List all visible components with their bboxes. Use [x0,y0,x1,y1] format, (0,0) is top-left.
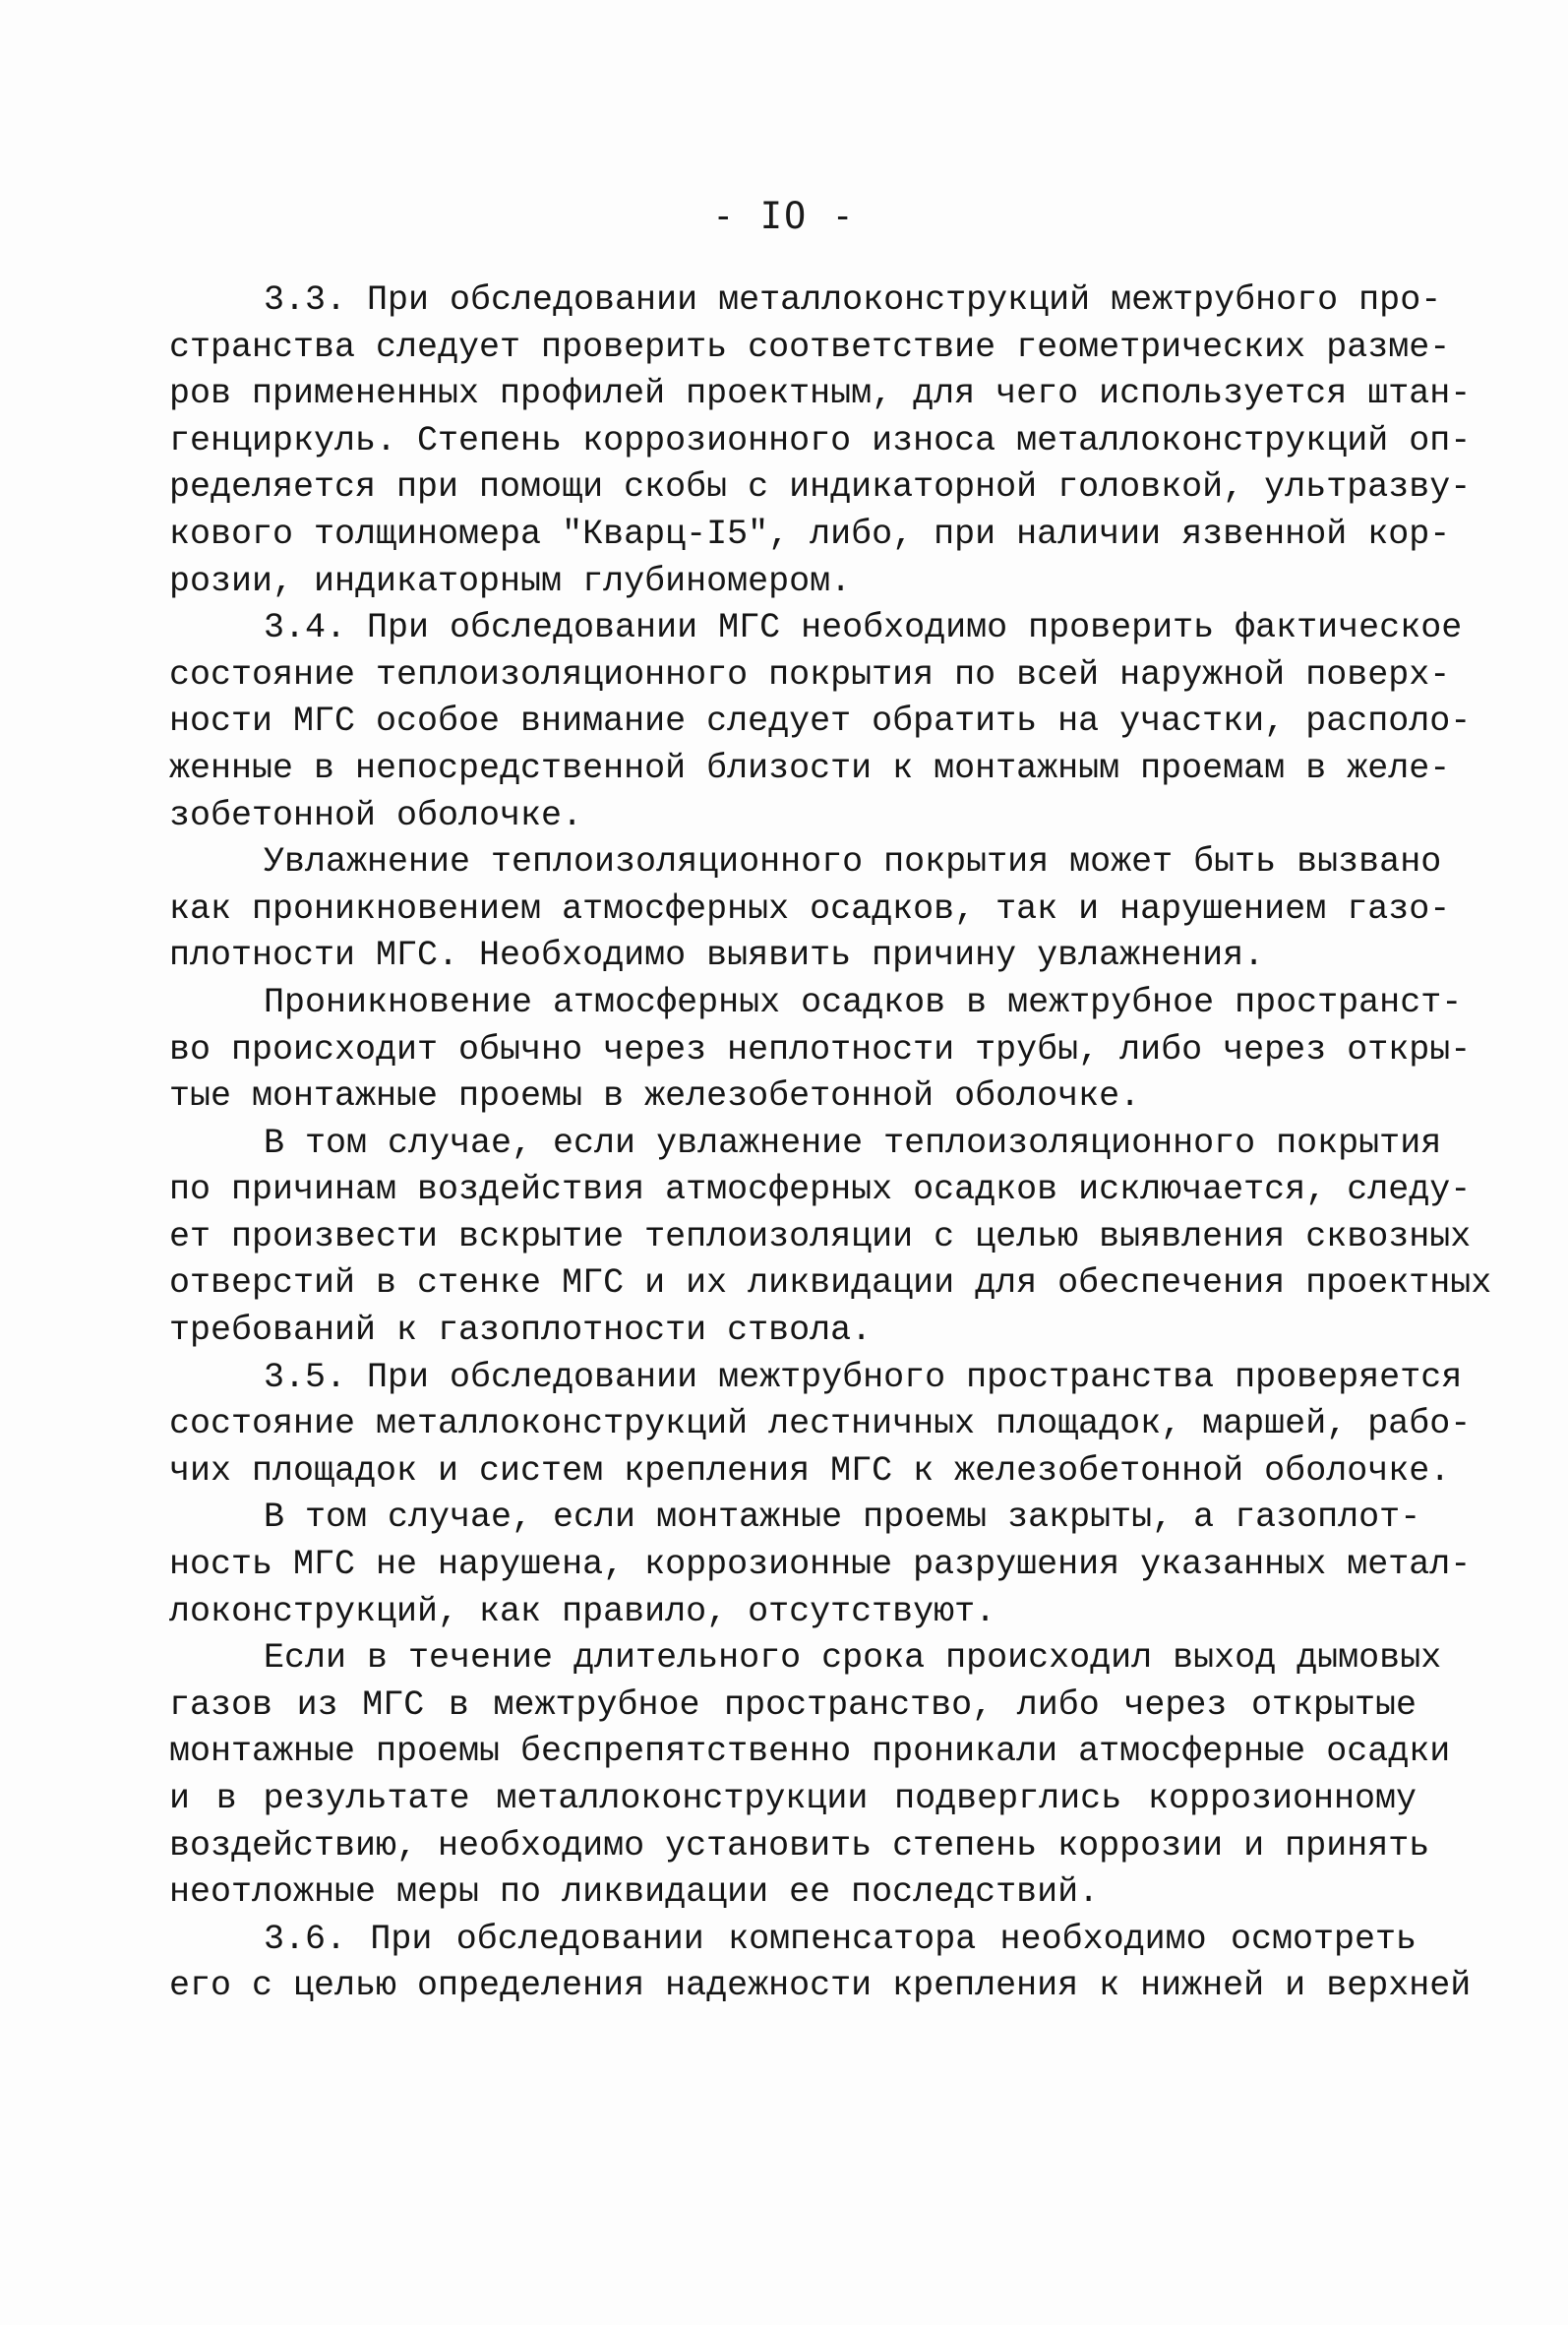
body-text [169,277,1492,2010]
paragraph-case-2 [169,1495,1472,1635]
text-line: локонструкций, как правило, отсутствуют. [169,1591,996,1631]
text-line: Проникновение атмосферных осадков в межтрубное пространст- [264,982,1463,1022]
text-line: ность МГС не нарушена, коррозионные разрушения указанных метал- [169,1545,1472,1585]
text-line: розии, индикаторным глубиномером. [169,561,852,601]
paragraph-3-5 [169,1355,1472,1496]
paragraph-3-3 [169,277,1472,605]
paragraph-penetration [169,980,1472,1121]
text-line: генциркуль. Степень коррозионного износа металлоконструкций оп- [169,420,1472,460]
text-line: во происходит обычно через неплотности трубы, либо через откры- [169,1029,1472,1070]
text-line: женные в непосредственной близости к монтажным проемам в желе- [169,748,1451,788]
text-line: зобетонной оболочке. [169,795,583,835]
text-line: монтажные проемы беспрепятственно проникали атмосферные осадки [169,1732,1451,1772]
text-line: требований к газоплотности ствола. [169,1311,873,1351]
text-line: по причинам воздействия атмосферных осадков исключается, следу- [169,1170,1472,1210]
text-line: 3.3. При обследовании металлоконструкций межтрубного про- [264,280,1442,320]
paragraph-3-4 [169,605,1472,839]
paragraph-moisture [169,839,1451,980]
text-line: отверстий в стенке МГС и их ликвидации для обеспечения проектных [169,1263,1492,1304]
text-line: кового толщиномера "Кварц-I5", либо, при наличии язвенной кор- [169,514,1451,554]
paragraph-case-1 [169,1121,1492,1355]
text-line: чих площадок и систем крепления МГС к железобетонной оболочке. [169,1450,1451,1491]
text-line: состояние металлоконструкций лестничных площадок, маршей, рабо- [169,1404,1472,1444]
text-line: тые монтажные проемы в железобетонной оболочке. [169,1076,1141,1117]
text-line: 3.5. При обследовании межтрубного пространства проверяется [264,1357,1463,1397]
text-line: состояние теплоизоляционного покрытия по всей наружной поверх- [169,654,1451,695]
text-line: неотложные меры по ликвидации ее последствий. [169,1872,1100,1913]
text-line: ности МГС особое внимание следует обратить на участки, располо- [169,702,1472,742]
text-line: В том случае, если увлажнение теплоизоляционного покрытия [264,1123,1442,1163]
text-line: как проникновением атмосферных осадков, так и нарушением газо- [169,888,1451,929]
text-line: 3.4. При обследовании МГС необходимо проверить фактическое [264,608,1463,648]
text-line: и в результате металлоконструкции подверглись коррозионному [169,1779,1417,1818]
text-line: ет произвести вскрытие теплоизоляции с целью выявления сквозных [169,1216,1472,1256]
text-line: Увлажнение теплоизоляционного покрытия может быть вызвано [264,842,1442,883]
text-line: плотности МГС. Необходимо выявить причину увлажнения. [169,936,1265,976]
paragraph-3-6 [169,1917,1472,2010]
text-line: странства следует проверить соответствие геометрических разме- [169,327,1451,367]
text-line: 3.6. При обследовании компенсатора необходимо осмотреть [264,1919,1417,1959]
text-line: ределяется при помощи скобы с индикаторной головкой, ультразву- [169,467,1472,508]
text-line: ров примененных профилей проектным, для чего используется штан- [169,374,1472,414]
text-line: газов из МГС в межтрубное пространство, либо через открытые [169,1684,1417,1725]
text-line: воздействию, необходимо установить степень коррозии и принять [169,1825,1430,1866]
paragraph-long-term [169,1635,1451,1917]
text-line: его с целью определения надежности крепления к нижней и верхней [169,1966,1472,2006]
page-number: - IO - [712,195,856,237]
text-line: Если в течение длительного срока происходил выход дымовых [264,1638,1442,1679]
text-line: В том случае, если монтажные проемы закрыты, а газоплот- [264,1498,1421,1538]
